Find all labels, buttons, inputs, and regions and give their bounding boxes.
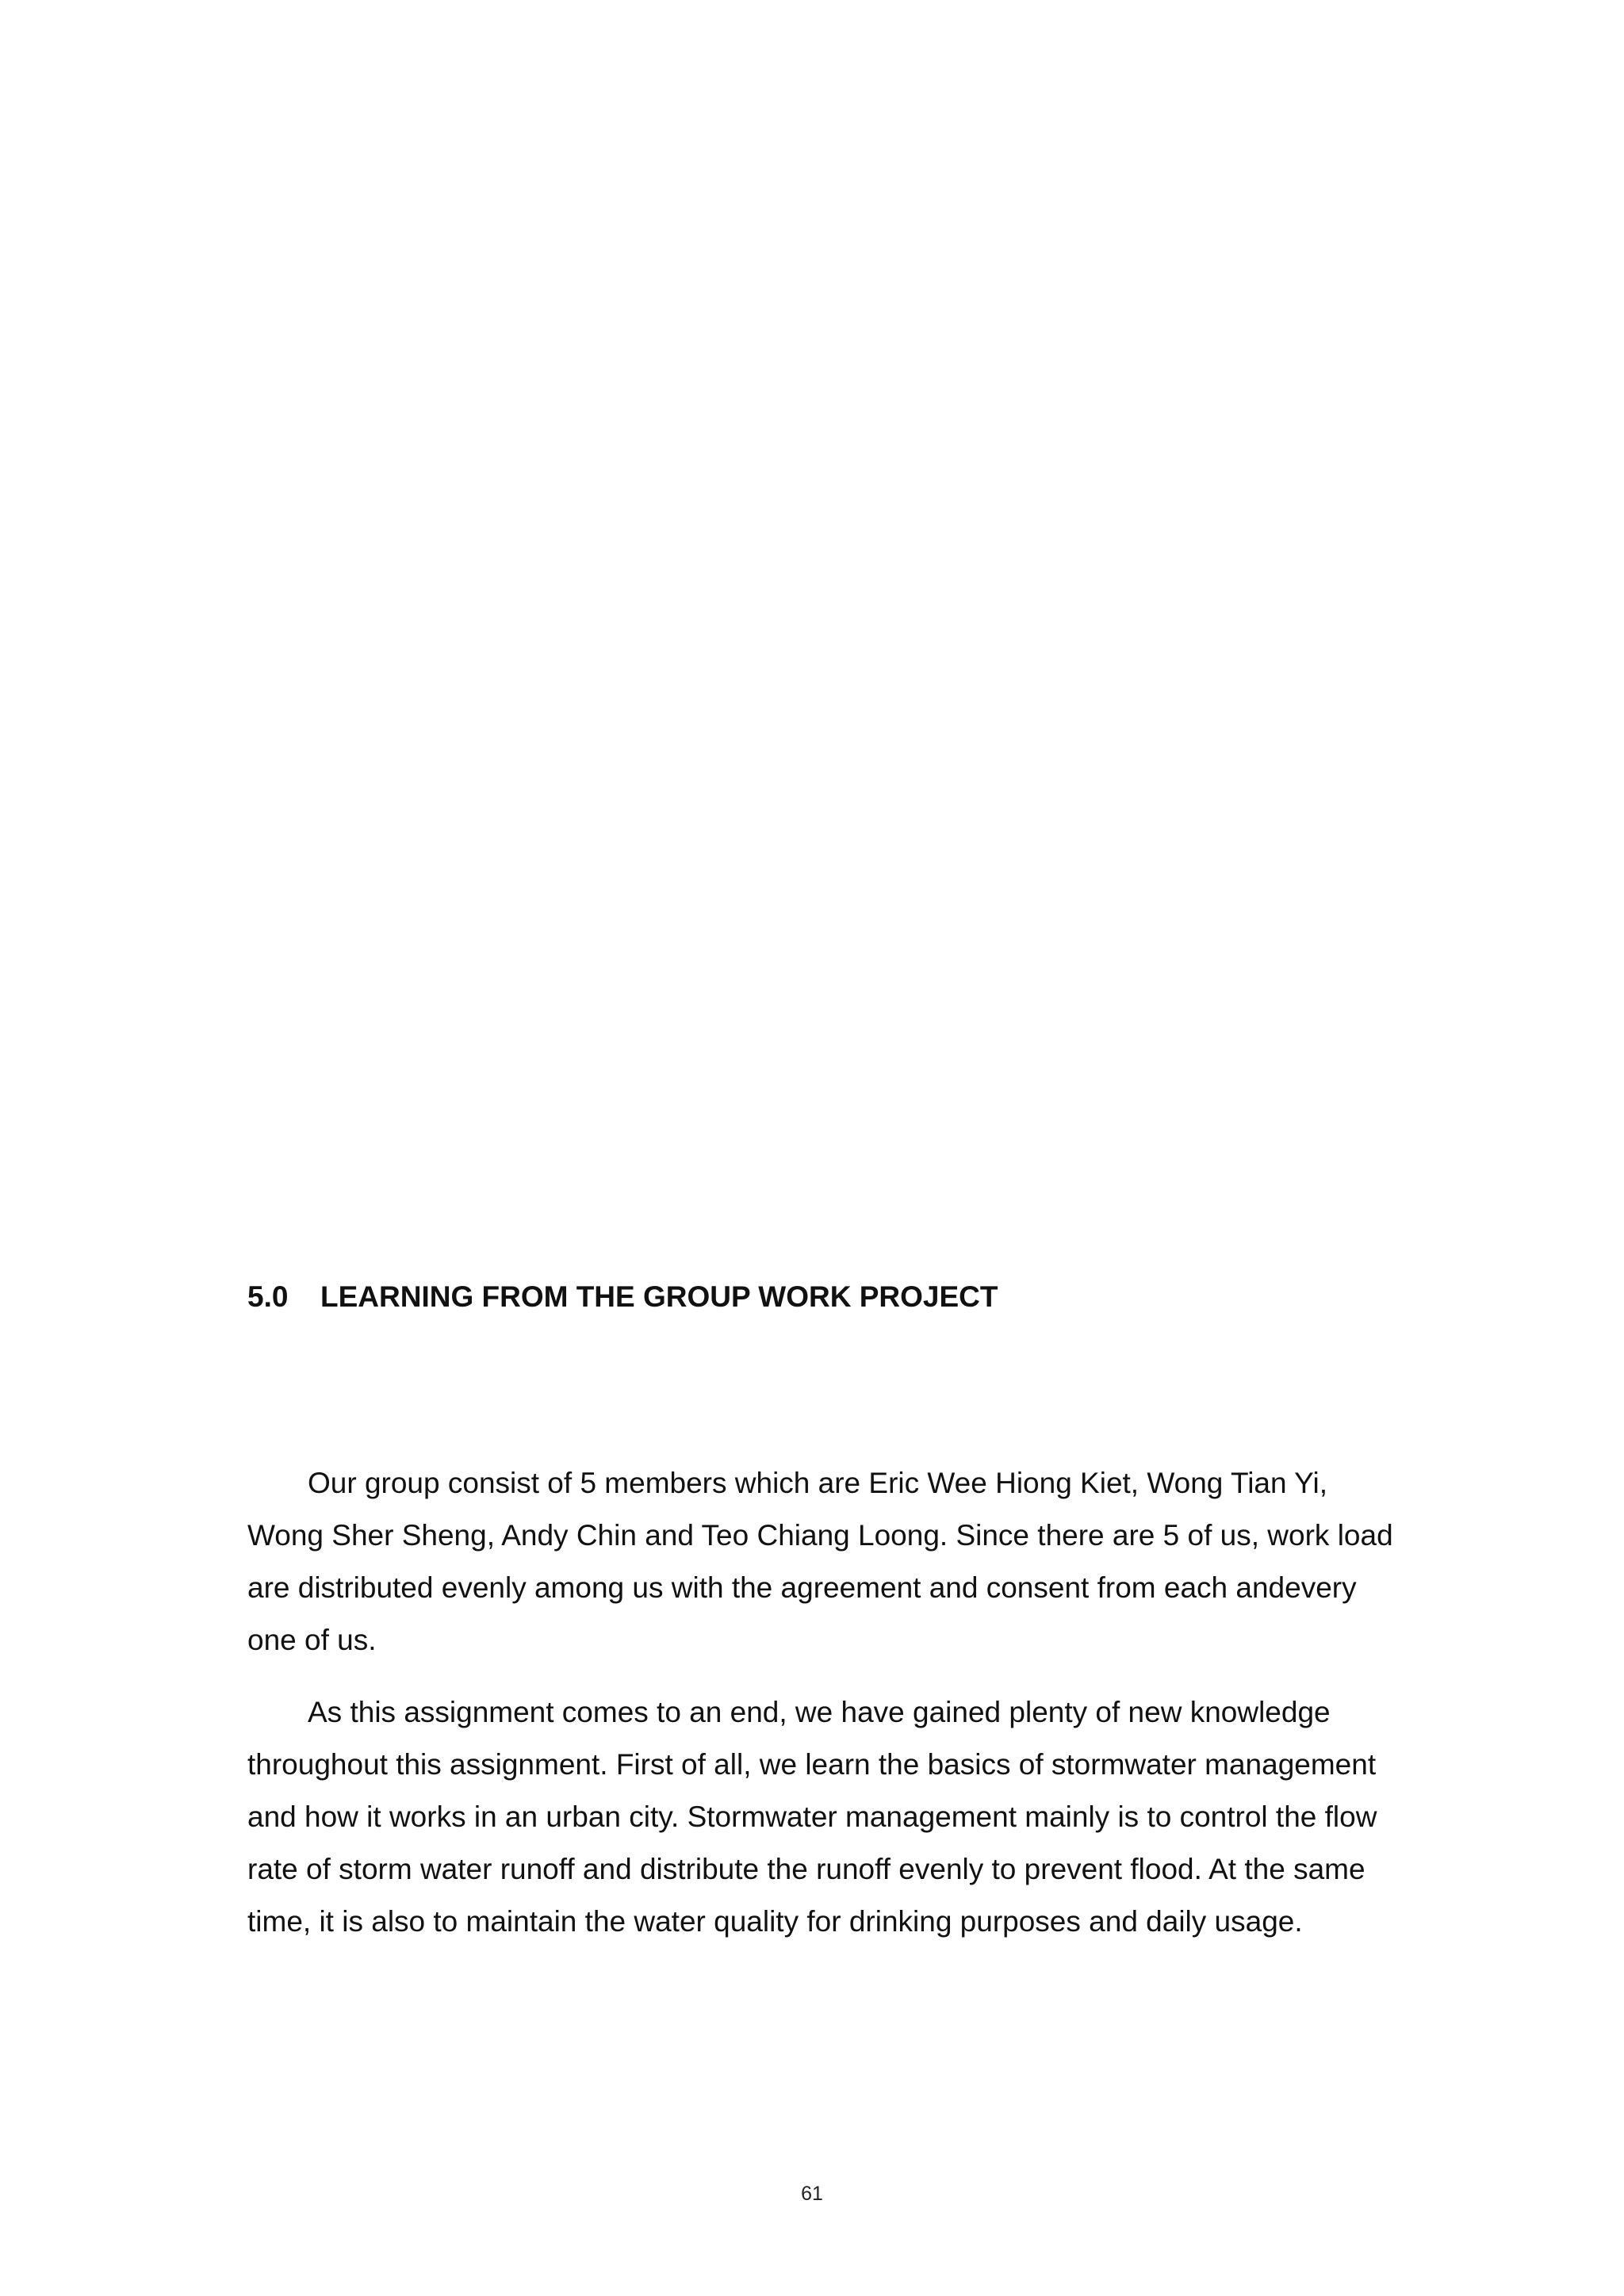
paragraph-group-members: Our group consist of 5 members which are Eric Wee Hiong Kiet, Wong Tian Yi, Wong Sher Sheng, Andy Chin and Teo Chiang Loong. Since there are 5 of us, work load are distributed evenly among us with the agreement and consent from each andevery one of us. bbox=[247, 1467, 1393, 1656]
section-title: LEARNING FROM THE GROUP WORK PROJECT bbox=[320, 1280, 998, 1313]
section-number: 5.0 bbox=[247, 1280, 289, 1313]
paragraph-knowledge-gained: As this assignment comes to an end, we have gained plenty of new knowledge throughout this assignment. First of all, we learn the basics of stormwater management and how it works in an urban city. Stormwater management mainly is to control the flow rate of storm water runoff and distribute the runoff evenly to prevent flood. At the same time, it is also to maintain the water quality for drinking purposes and daily usage. bbox=[247, 1696, 1377, 1938]
section-heading bbox=[247, 1280, 998, 1314]
page-number: 61 bbox=[801, 2183, 823, 2205]
